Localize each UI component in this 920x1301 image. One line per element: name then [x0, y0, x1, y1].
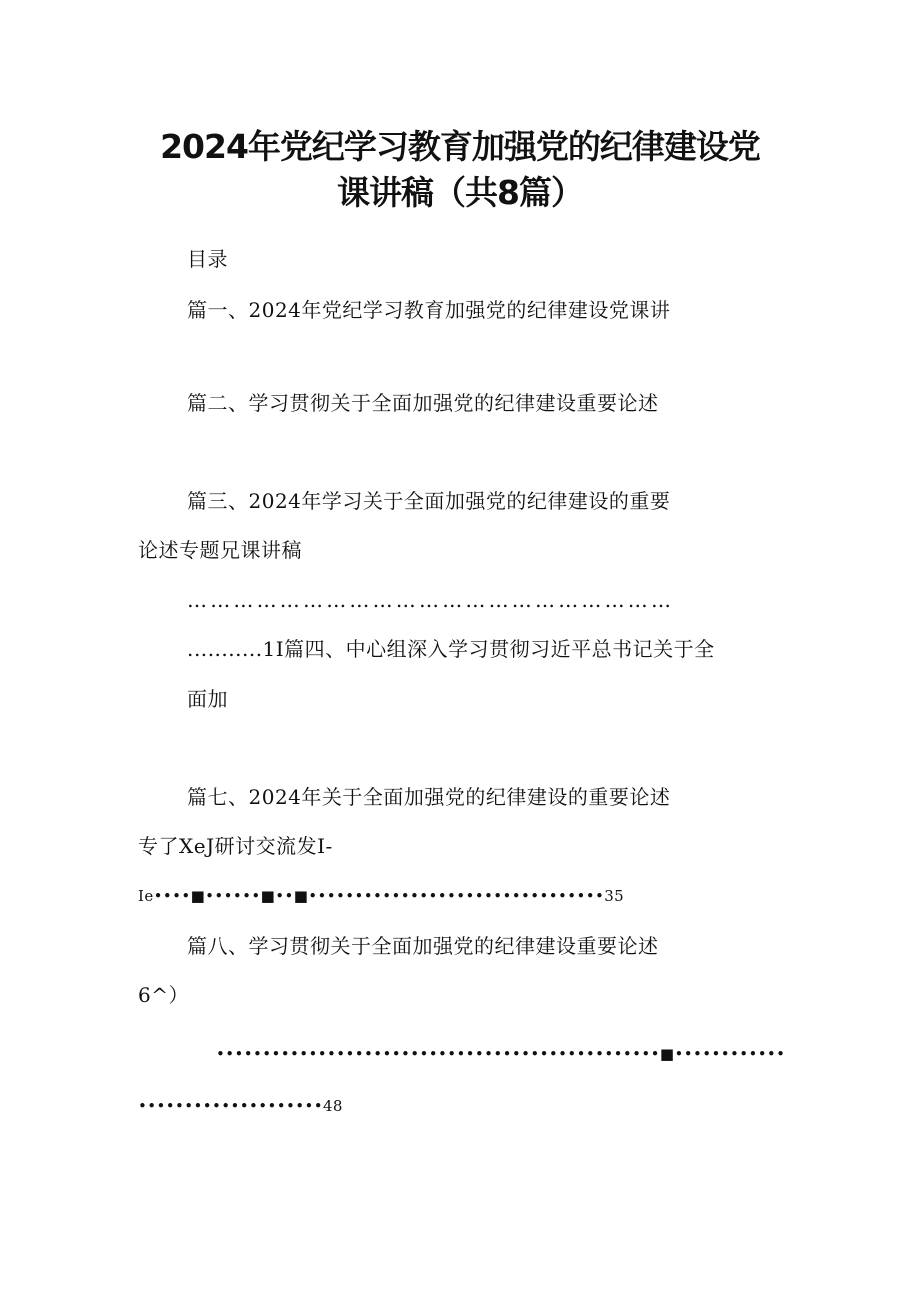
toc-heading: 目录 — [187, 247, 228, 271]
toc-entry-7-leader: Ie••••■••••••■••■••••••••••••••••••••••••••••••••35 — [138, 887, 625, 905]
document-title-line-1: 2024年党纪学习教育加强党的纪律建设党 — [160, 127, 760, 166]
toc-entry-3: 篇三、2024年学习关于全面加强党的纪律建设的重要 — [187, 489, 671, 513]
toc-leader-dots: ……………………………………………………… — [187, 588, 675, 612]
toc-entry-4-continued: 面加 — [187, 687, 228, 711]
toc-entry-8-leader: ••••••••••••••••••••••••••••••••••••••••••••••••■•••••••••••• — [216, 1045, 786, 1063]
toc-entry-8: 篇八、学习贯彻关于全面加强党的纪律建设重要论述 — [187, 934, 659, 958]
toc-entry-2: 篇二、学习贯彻关于全面加强党的纪律建设重要论述 — [187, 391, 659, 415]
document-title-line-2: 课讲稿（共8篇） — [337, 173, 583, 212]
toc-entry-1: 篇一、2024年党纪学习教育加强党的纪律建设党课讲 — [187, 298, 671, 322]
toc-entry-4: .‥........1I篇四、中心组深入学习贯彻习近平总书记关于全 — [187, 637, 715, 661]
toc-entry-7-continued: 专了XeJ研讨交流发I- — [138, 834, 333, 858]
toc-entry-8-continued: 6^） — [138, 983, 189, 1007]
toc-entry-7: 篇七、2024年关于全面加强党的纪律建设的重要论述 — [187, 785, 671, 809]
toc-entry-3-continued: 论述专题兄课讲稿 — [138, 538, 302, 562]
toc-entry-8-leader-end: ••••••••••••••••••••48 — [138, 1097, 343, 1115]
